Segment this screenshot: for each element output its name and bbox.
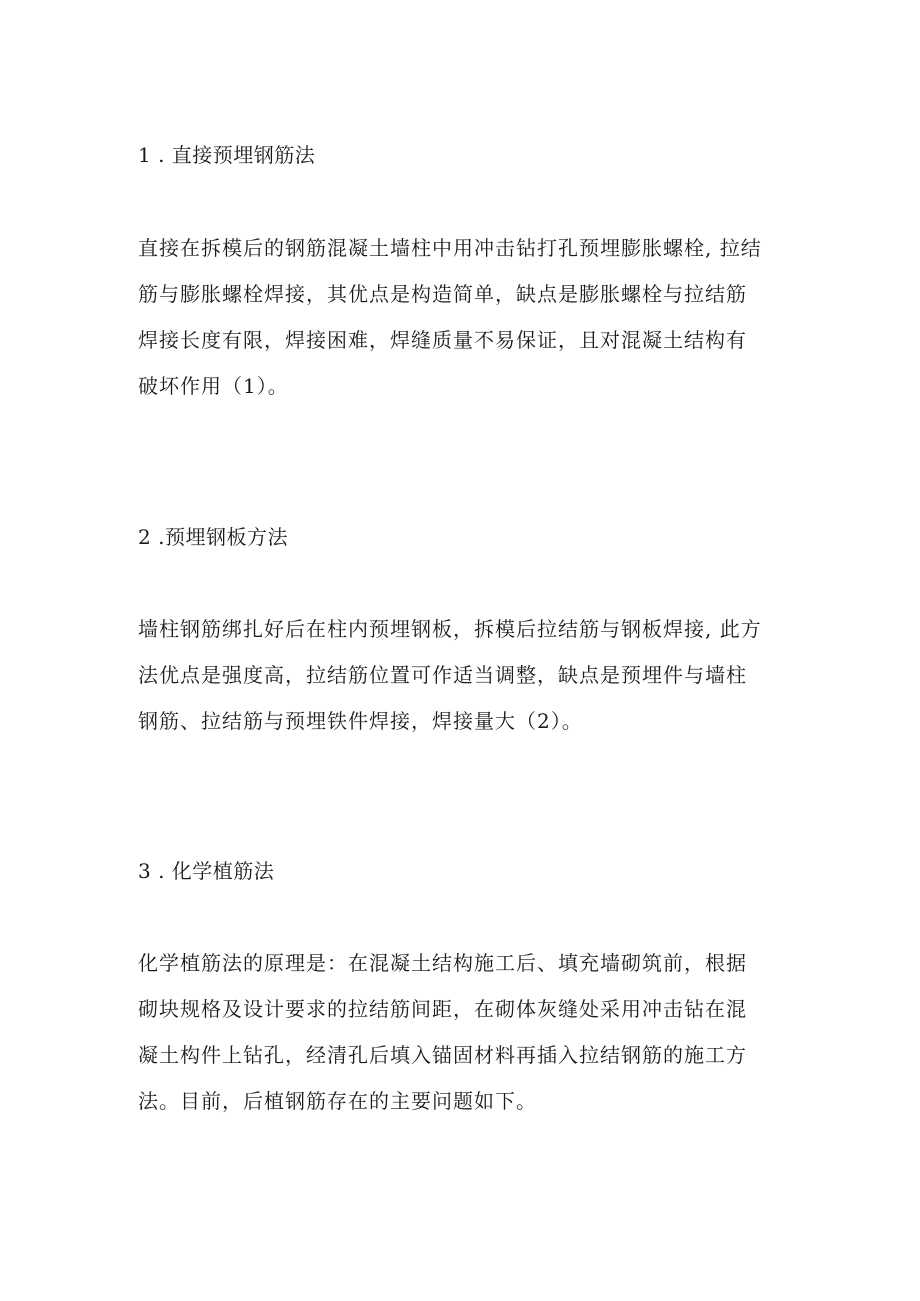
section-paragraph-2 (138, 606, 788, 744)
section-heading-1: 1 . 直接预埋钢筋法 (138, 143, 316, 167)
paragraph-line: 钢筋、拉结筋与预埋铁件焊接，焊接量大（2）。 (138, 709, 583, 733)
paragraph-line: 焊接长度有限，焊接困难，焊缝质量不易保证，且对混凝土结构有 (138, 328, 747, 352)
paragraph-line: 破坏作用（1）。 (138, 374, 289, 398)
paragraph-line: 化学植筋法的原理是：在混凝土结构施工后、填充墙砌筑前，根据 (138, 951, 747, 975)
section-paragraph-3 (138, 940, 788, 1124)
section-heading-3: 3 . 化学植筋法 (138, 859, 275, 883)
paragraph-line: 法。目前，后植钢筋存在的主要问题如下。 (138, 1089, 537, 1113)
section-paragraph-1 (138, 225, 788, 409)
paragraph-line: 砌块规格及设计要求的拉结筋间距，在砌体灰缝处采用冲击钻在混 (138, 997, 747, 1021)
paragraph-line: 凝土构件上钻孔，经清孔后填入锚固材料再插入拉结钢筋的施工方 (138, 1043, 747, 1067)
paragraph-line: 筋与膨胀螺栓焊接，其优点是构造简单，缺点是膨胀螺栓与拉结筋 (138, 282, 747, 306)
paragraph-line: 直接在拆模后的钢筋混凝土墙柱中用冲击钻打孔预埋膨胀螺栓, 拉结 (138, 236, 762, 260)
paragraph-line: 法优点是强度高，拉结筋位置可作适当调整，缺点是预埋件与墙柱 (138, 663, 747, 687)
section-heading-2: 2 .预埋钢板方法 (138, 525, 288, 549)
paragraph-line: 墙柱钢筋绑扎好后在柱内预埋钢板，拆模后拉结筋与钢板焊接, 此方 (138, 617, 762, 641)
